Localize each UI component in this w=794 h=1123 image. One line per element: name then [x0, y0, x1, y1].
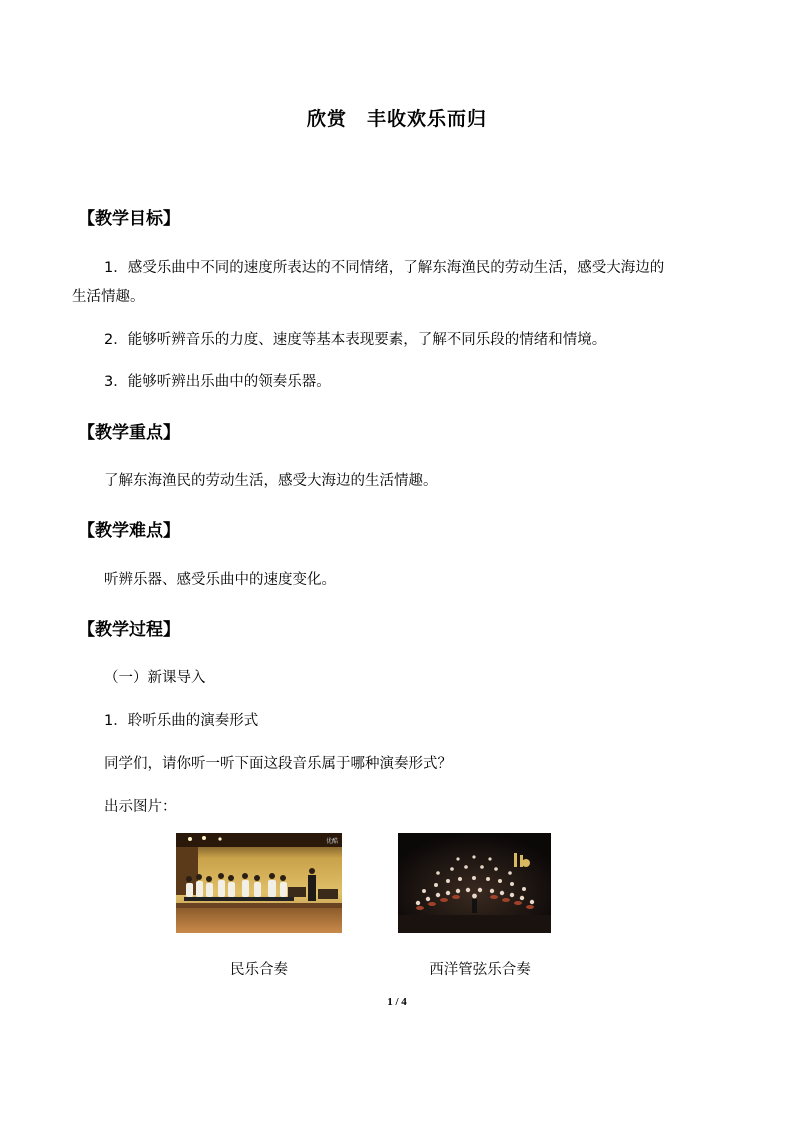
page-number: 1 / 4	[387, 996, 407, 1008]
process-step-intro: （一）新课导入	[104, 670, 206, 686]
process-question: 同学们，请你听一听下面这段音乐属于哪种演奏形式？	[104, 756, 452, 772]
heading-process: 【教学过程】	[78, 620, 180, 640]
key-points-text: 了解东海渔民的劳动生活，感受大海边的生活情趣。	[104, 473, 438, 489]
orchestra-caption: 西洋管弦乐合奏	[429, 962, 531, 978]
process-sub-1: 1．聆听乐曲的演奏形式	[104, 713, 259, 729]
heading-key-points: 【教学重点】	[78, 423, 180, 443]
page-title: 欣赏 丰收欢乐而归	[306, 108, 487, 130]
folk-ensemble-photo	[176, 833, 342, 933]
goal-item-2: 2．能够听辨音乐的力度、速度等基本表现要素，了解不同乐段的情绪和情境。	[104, 332, 607, 348]
process-show-pictures: 出示图片：	[104, 799, 177, 815]
heading-difficulties: 【教学难点】	[78, 521, 180, 541]
orchestra-photo	[398, 833, 551, 933]
folk-ensemble-caption: 民乐合奏	[230, 962, 288, 978]
goal-item-1-line-2: 生活情趣。	[72, 289, 145, 305]
svg-text:优酷: 优酷	[326, 838, 339, 845]
goal-item-3: 3．能够听辨出乐曲中的领奏乐器。	[104, 374, 331, 390]
goal-item-1-line-1: 1．感受乐曲中不同的速度所表达的不同情绪，了解东海渔民的劳动生活，感受大海边的	[104, 260, 665, 276]
heading-teaching-goals: 【教学目标】	[78, 209, 180, 229]
difficulties-text: 听辨乐器、感受乐曲中的速度变化。	[104, 572, 336, 588]
